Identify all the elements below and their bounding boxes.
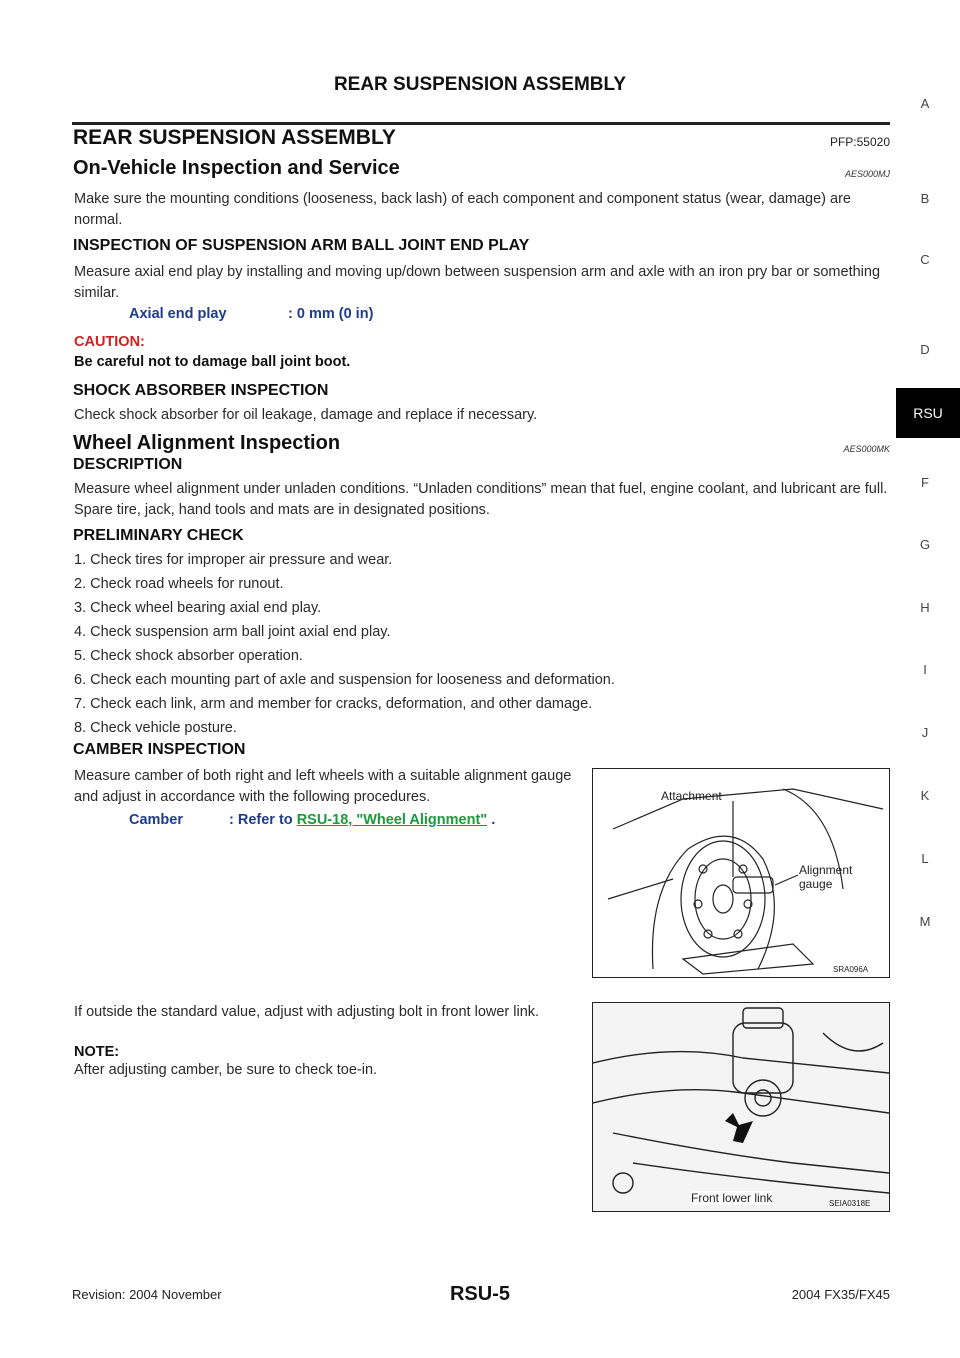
caution-label: CAUTION:: [74, 334, 145, 350]
caution-text: Be careful not to damage ball joint boot.: [74, 354, 351, 370]
list-item: 3. Check wheel bearing axial end play.: [74, 600, 322, 616]
footer-revision: Revision: 2004 November: [72, 1287, 222, 1302]
adjust-text: If outside the standard value, adjust with adjusting bolt in front lower link.: [74, 1004, 540, 1020]
figure-label-gauge: gauge: [799, 877, 833, 891]
list-item: 1. Check tires for improper air pressure and wear.: [74, 552, 393, 568]
description-text: Measure wheel alignment under unladen conditions. “Unladen conditions” mean that fuel, engine coolant, and lubricant are full. Spare tire, jack, hand tools and mats are in designated positions.: [74, 481, 888, 518]
side-index-letter[interactable]: J: [921, 725, 929, 740]
on-vehicle-code: AES000MJ: [844, 169, 890, 179]
preliminary-list: [74, 550, 890, 742]
front-lower-link-illustration: [593, 1003, 889, 1211]
note-text: After adjusting camber, be sure to check toe-in.: [74, 1062, 378, 1078]
camber-spec: [229, 812, 495, 828]
list-item: 8. Check vehicle posture.: [74, 720, 237, 736]
preliminary-heading: PRELIMINARY CHECK: [73, 527, 244, 544]
figure-code: SRA096A: [833, 965, 869, 974]
side-index-letter[interactable]: K: [920, 788, 930, 803]
list-item: 7. Check each link, arm and member for cracks, deformation, and other damage.: [74, 696, 593, 712]
camber-heading: CAMBER INSPECTION: [73, 741, 246, 758]
side-index-letter[interactable]: D: [920, 342, 930, 357]
front-lower-link-figure: [592, 1002, 890, 1212]
ball-joint-heading: INSPECTION OF SUSPENSION ARM BALL JOINT END PLAY: [73, 237, 530, 254]
on-vehicle-intro: Make sure the mounting conditions (looseness, back lash) of each component and component status (wear, damage) are normal.: [74, 191, 851, 228]
note-label: NOTE:: [74, 1044, 120, 1060]
description-heading: DESCRIPTION: [73, 456, 183, 473]
end-play-spec-label: Axial end play: [129, 306, 227, 322]
side-index-letter[interactable]: H: [920, 600, 930, 615]
running-header: REAR SUSPENSION ASSEMBLY: [333, 74, 627, 95]
header-rule: [72, 122, 890, 125]
side-index-letter[interactable]: A: [920, 96, 930, 111]
side-index-active-tab[interactable]: RSU: [896, 388, 960, 438]
list-item: 5. Check shock absorber operation.: [74, 648, 303, 664]
alignment-gauge-figure: [592, 768, 890, 978]
side-index-letter[interactable]: M: [919, 914, 931, 929]
wheel-alignment-code: AES000MK: [843, 444, 890, 454]
ball-joint-text: Measure axial end play by installing and moving up/down between suspension arm and axle with an iron pry bar or something similar.: [74, 264, 881, 301]
side-index-letter[interactable]: B: [920, 191, 930, 206]
side-index-letter[interactable]: C: [920, 252, 930, 267]
wheel-alignment-link[interactable]: RSU-18, "Wheel Alignment": [296, 812, 488, 828]
figure-label-alignment: Alignment: [799, 863, 853, 877]
figure-code: SEIA0318E: [829, 1199, 871, 1208]
side-index-letter[interactable]: F: [921, 475, 929, 490]
end-play-spec-value: : 0 mm (0 in): [288, 306, 374, 322]
camber-text: Measure camber of both right and left wheels with a suitable alignment gauge and adjust in accordance with the following procedures.: [74, 768, 572, 805]
camber-spec-prefix: : Refer to: [229, 812, 293, 828]
camber-spec-suffix: .: [491, 812, 496, 828]
wheel-alignment-title: Wheel Alignment Inspection: [73, 432, 341, 454]
figure-label-front-lower-link: Front lower link: [691, 1191, 773, 1205]
list-item: 4. Check suspension arm ball joint axial end play.: [74, 624, 391, 640]
camber-spec-label: Camber: [129, 812, 183, 828]
side-index-letter[interactable]: I: [923, 662, 927, 677]
list-item: 2. Check road wheels for runout.: [74, 576, 284, 592]
list-item: 6. Check each mounting part of axle and suspension for looseness and deformation.: [74, 672, 615, 688]
on-vehicle-title: On-Vehicle Inspection and Service: [73, 157, 400, 179]
side-index-letter[interactable]: G: [919, 537, 931, 552]
pfp-code: PFP:55020: [829, 135, 890, 149]
figure-label-attachment: Attachment: [661, 789, 722, 803]
page-number: RSU-5: [449, 1283, 510, 1305]
shock-text: Check shock absorber for oil leakage, damage and replace if necessary.: [74, 407, 538, 423]
side-index-letter[interactable]: L: [921, 851, 929, 866]
shock-heading: SHOCK ABSORBER INSPECTION: [73, 382, 329, 399]
section-title: REAR SUSPENSION ASSEMBLY: [73, 126, 396, 149]
footer-model: 2004 FX35/FX45: [791, 1287, 890, 1302]
